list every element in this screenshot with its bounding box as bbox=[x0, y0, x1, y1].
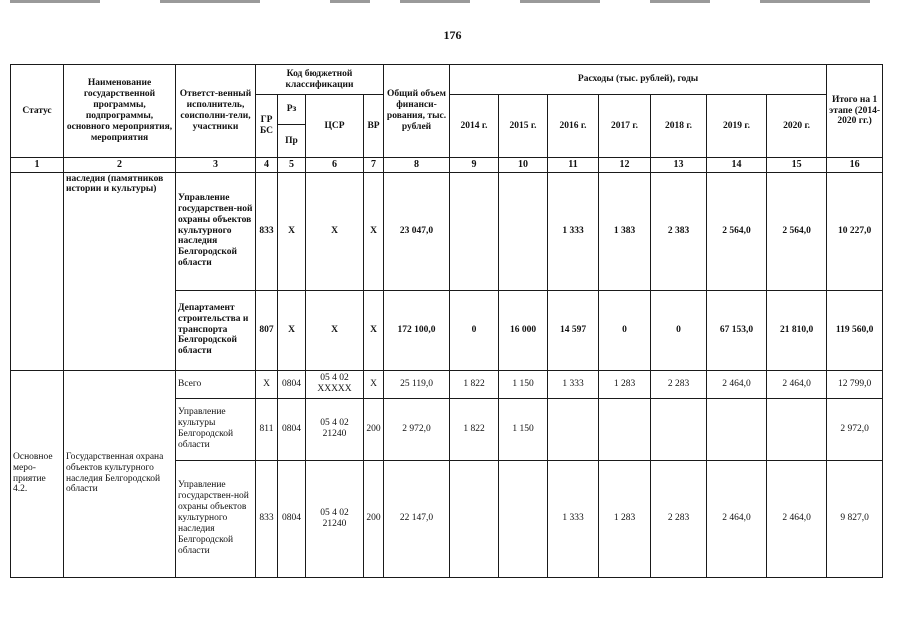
grbs-cell: 833 bbox=[256, 460, 278, 577]
table-row bbox=[11, 370, 883, 398]
status-cell bbox=[11, 172, 64, 370]
total-cell: 25 119,0 bbox=[384, 370, 450, 398]
year-2014-cell bbox=[450, 460, 499, 577]
grbs-cell: 833 bbox=[256, 172, 278, 290]
year-2018-cell: 2 383 bbox=[651, 172, 707, 290]
header-responsible: Ответст-венный исполнитель, соисполни-тели, участники bbox=[176, 65, 256, 158]
year-2014-cell bbox=[450, 172, 499, 290]
col-number: 12 bbox=[599, 158, 651, 173]
year-2014-cell: 0 bbox=[450, 290, 499, 370]
total-cell: 23 047,0 bbox=[384, 172, 450, 290]
header-year-2018: 2018 г. bbox=[651, 95, 707, 158]
year-2017-cell: 1 383 bbox=[599, 172, 651, 290]
header-year-2016: 2016 г. bbox=[548, 95, 599, 158]
header-vr: ВР bbox=[364, 95, 384, 158]
year-2018-cell: 2 283 bbox=[651, 370, 707, 398]
year-2016-cell: 1 333 bbox=[548, 172, 599, 290]
table-row bbox=[11, 172, 883, 290]
total-cell: 22 147,0 bbox=[384, 460, 450, 577]
csr-cell: 05 4 02 ХХХХХ bbox=[306, 370, 364, 398]
year-2018-cell: 0 bbox=[651, 290, 707, 370]
year-2018-cell bbox=[651, 398, 707, 460]
grbs-cell: Х bbox=[256, 370, 278, 398]
year-2015-cell: 1 150 bbox=[499, 398, 548, 460]
col-number: 4 bbox=[256, 158, 278, 173]
year-2015-cell bbox=[499, 172, 548, 290]
col-number: 1 bbox=[11, 158, 64, 173]
stage-total-cell: 2 972,0 bbox=[827, 398, 883, 460]
status-cell: Основное меро-приятие 4.2. bbox=[11, 370, 64, 577]
header-expenses: Расходы (тыс. рублей), годы bbox=[450, 65, 827, 95]
col-number: 2 bbox=[64, 158, 176, 173]
csr-cell: Х bbox=[306, 172, 364, 290]
stage-total-cell: 12 799,0 bbox=[827, 370, 883, 398]
responsible-cell: Управление государствен-ной охраны объектов культурного наследия Белгородской области bbox=[176, 172, 256, 290]
rz-cell: 0804 bbox=[278, 370, 306, 398]
year-2020-cell bbox=[767, 398, 827, 460]
program-name-cell: Государственная охрана объектов культурного наследия Белгородской области bbox=[64, 370, 176, 577]
rz-cell: Х bbox=[278, 172, 306, 290]
total-cell: 172 100,0 bbox=[384, 290, 450, 370]
program-name-cell: наследия (памятников истории и культуры) bbox=[64, 172, 176, 370]
responsible-cell: Всего bbox=[176, 370, 256, 398]
header-csr: ЦСР bbox=[306, 95, 364, 158]
year-2016-cell: 14 597 bbox=[548, 290, 599, 370]
responsible-cell: Департамент строительства и транспорта Белгородской области bbox=[176, 290, 256, 370]
year-2017-cell: 1 283 bbox=[599, 370, 651, 398]
csr-cell: Х bbox=[306, 290, 364, 370]
responsible-cell: Управление культуры Белгородской области bbox=[176, 398, 256, 460]
col-number: 3 bbox=[176, 158, 256, 173]
col-number: 6 bbox=[306, 158, 364, 173]
year-2019-cell: 67 153,0 bbox=[707, 290, 767, 370]
header-total-volume: Общий объем финанси-рования, тыс. рублей bbox=[384, 65, 450, 158]
col-number: 11 bbox=[548, 158, 599, 173]
col-number: 8 bbox=[384, 158, 450, 173]
rz-cell: 0804 bbox=[278, 460, 306, 577]
col-number: 7 bbox=[364, 158, 384, 173]
year-2018-cell: 2 283 bbox=[651, 460, 707, 577]
year-2020-cell: 21 810,0 bbox=[767, 290, 827, 370]
header-name: Наименование государственной программы, подпрограммы, основного мероприятия, мероприятия bbox=[64, 65, 176, 158]
header-year-2015: 2015 г. bbox=[499, 95, 548, 158]
year-2020-cell: 2 464,0 bbox=[767, 460, 827, 577]
vr-cell: 200 bbox=[364, 460, 384, 577]
budget-table bbox=[10, 64, 883, 578]
stage-total-cell: 10 227,0 bbox=[827, 172, 883, 290]
year-2020-cell: 2 464,0 bbox=[767, 370, 827, 398]
year-2015-cell: 16 000 bbox=[499, 290, 548, 370]
grbs-cell: 807 bbox=[256, 290, 278, 370]
year-2020-cell: 2 564,0 bbox=[767, 172, 827, 290]
header-year-2017: 2017 г. bbox=[599, 95, 651, 158]
vr-cell: 200 bbox=[364, 398, 384, 460]
stage-total-cell: 9 827,0 bbox=[827, 460, 883, 577]
year-2019-cell: 2 464,0 bbox=[707, 460, 767, 577]
year-2017-cell bbox=[599, 398, 651, 460]
header-pr: Пр bbox=[278, 125, 306, 158]
rz-cell: Х bbox=[278, 290, 306, 370]
col-number: 13 bbox=[651, 158, 707, 173]
year-2019-cell bbox=[707, 398, 767, 460]
year-2019-cell: 2 464,0 bbox=[707, 370, 767, 398]
year-2019-cell: 2 564,0 bbox=[707, 172, 767, 290]
year-2016-cell bbox=[548, 398, 599, 460]
csr-cell: 05 4 02 21240 bbox=[306, 460, 364, 577]
col-number: 10 bbox=[499, 158, 548, 173]
vr-cell: Х bbox=[364, 370, 384, 398]
header-year-2014: 2014 г. bbox=[450, 95, 499, 158]
stage-total-cell: 119 560,0 bbox=[827, 290, 883, 370]
rz-cell: 0804 bbox=[278, 398, 306, 460]
col-number: 14 bbox=[707, 158, 767, 173]
col-number: 15 bbox=[767, 158, 827, 173]
col-number: 16 bbox=[827, 158, 883, 173]
year-2014-cell: 1 822 bbox=[450, 398, 499, 460]
header-grbs: ГР БС bbox=[256, 95, 278, 158]
year-2017-cell: 1 283 bbox=[599, 460, 651, 577]
column-number-row bbox=[11, 158, 883, 173]
year-2016-cell: 1 333 bbox=[548, 370, 599, 398]
header-year-2019: 2019 г. bbox=[707, 95, 767, 158]
vr-cell: Х bbox=[364, 172, 384, 290]
header-status: Статус bbox=[11, 65, 64, 158]
header-budget-code: Код бюджетной классификации bbox=[256, 65, 384, 95]
header-year-2020: 2020 г. bbox=[767, 95, 827, 158]
header-rz: Рз bbox=[278, 95, 306, 125]
page-number: 176 bbox=[443, 28, 462, 42]
grbs-cell: 811 bbox=[256, 398, 278, 460]
year-2016-cell: 1 333 bbox=[548, 460, 599, 577]
col-number: 9 bbox=[450, 158, 499, 173]
year-2014-cell: 1 822 bbox=[450, 370, 499, 398]
col-number: 5 bbox=[278, 158, 306, 173]
year-2017-cell: 0 bbox=[599, 290, 651, 370]
total-cell: 2 972,0 bbox=[384, 398, 450, 460]
year-2015-cell: 1 150 bbox=[499, 370, 548, 398]
responsible-cell: Управление государствен-ной охраны объектов культурного наследия Белгородской области bbox=[176, 460, 256, 577]
year-2015-cell bbox=[499, 460, 548, 577]
csr-cell: 05 4 02 21240 bbox=[306, 398, 364, 460]
header-stage-total: Итого на 1 этапе (2014-2020 гг.) bbox=[827, 65, 883, 158]
vr-cell: Х bbox=[364, 290, 384, 370]
